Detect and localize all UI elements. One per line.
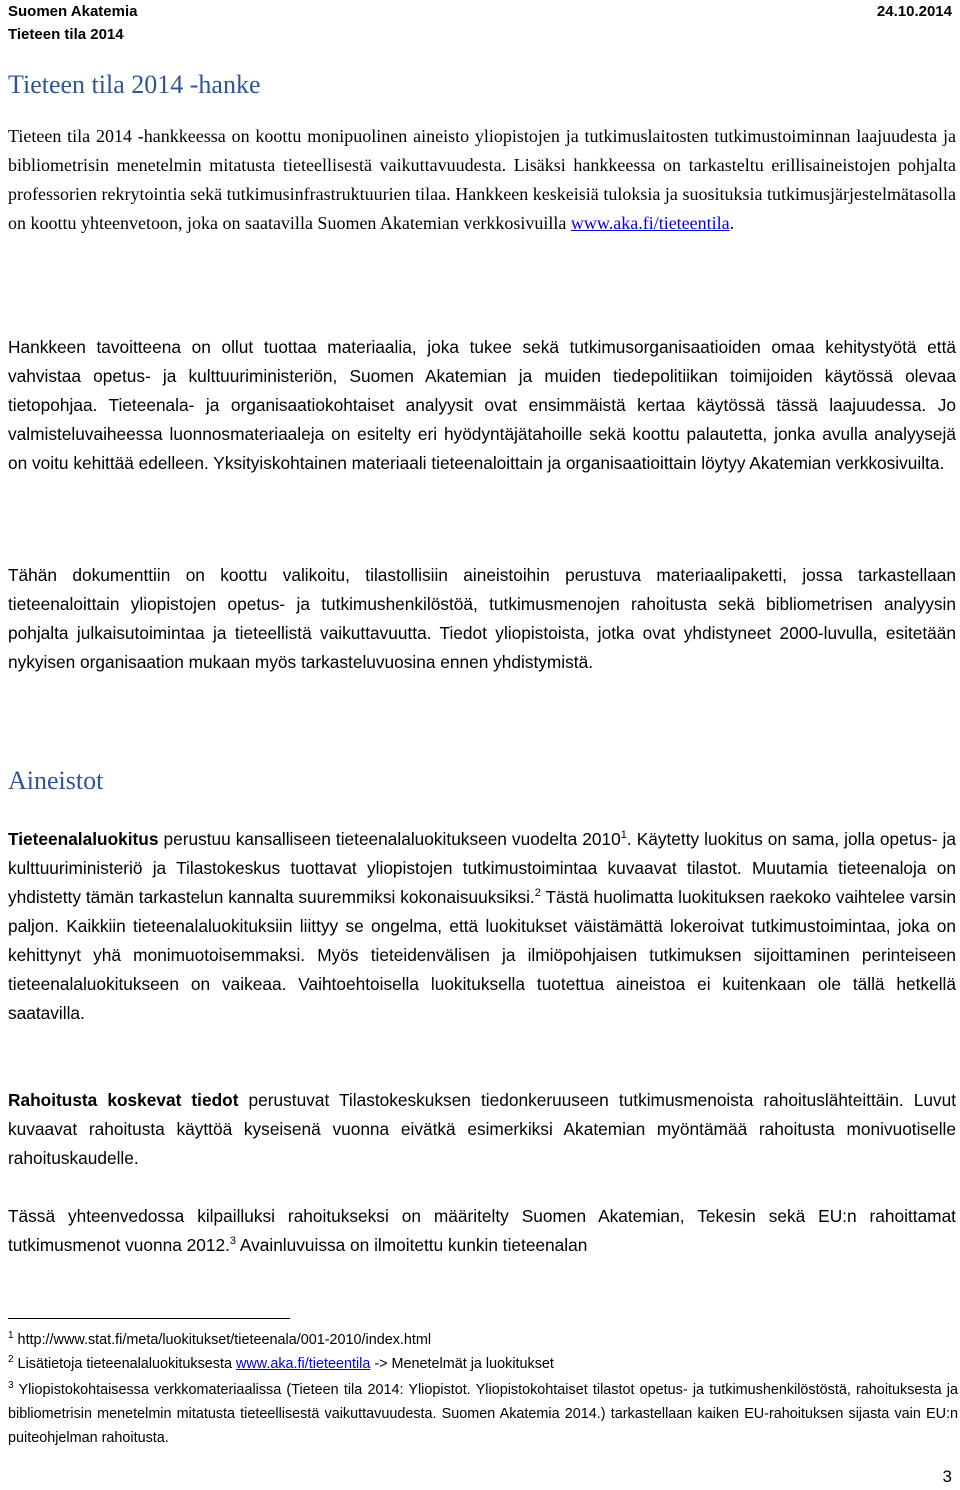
paragraph-competitive: Tässä yhteenvedossa kilpailluksi rahoitukseksi on määritelty Suomen Akatemian, Tekesin sekä EU:n rahoittamat tutkimusmenot vuonna 2012.$^3$ Avainluvuissa on ilmoitettu kunkin tieteenalan bbox=[8, 1206, 956, 1255]
header-report: Tieteen tila 2014 bbox=[8, 26, 124, 43]
footnote-3: $^3$ Yliopistokohtaisessa verkkomateriaalissa (Tieteen tila 2014: Yliopistot. Yliopistokohtaiset tilastot opetus- ja tutkimushenkilöstöstä, rahoituksesta ja bibliometrisin menetelmin mitatusta tieteellisestä vaikuttavuudesta. Suomen Akatemia 2014.) tarkastellaan kaiken EU-rahoituksen sijasta vain EU:n puiteohjelman rahoitusta. bbox=[8, 1380, 958, 1446]
footnote-2: $^2$ Lisätietoja tieteenalaluokituksesta www.aka.fi/tieteentila -> Menetelmät ja luokitukset bbox=[8, 1354, 554, 1372]
paragraph-funding: Rahoitusta koskevat tiedot perustuvat Tilastokeskuksen tiedonkeruuseen tutkimusmenoista rahoituslähteittäin. Luvut kuvaavat rahoitusta käyttöä kyseisenä vuonna eivätkä esimerkiksi Akatemian myöntämää rahoitusta monivuotiselle rahoituskaudelle. bbox=[8, 1090, 957, 1168]
section-title-aineistot: Aineistot bbox=[8, 766, 104, 795]
footnote-1: $^1$ http://www.stat.fi/meta/luokitukset/tieteenala/001-2010/index.html bbox=[8, 1330, 432, 1348]
header-date: 24.10.2014 bbox=[876, 3, 952, 20]
section-title-hanke: Tieteen tila 2014 -hanke bbox=[8, 70, 261, 99]
footnote-aka-link[interactable]: www.aka.fi/tieteentila bbox=[235, 1356, 371, 1372]
paragraph-classification: Tieteenalaluokitus perustuu kansalliseen tieteenalaluokitukseen vuodelta 2010$^1$. Käytetty luokitus on sama, jolla opetus- ja kulttuuriministeriö ja Tilastokeskus tuottavat yliopistojen tutkimustoimintaa kuvaavat tilastot. Muutamia tieteenaloja on yhdistetty tämän tarkastelun kannalta suuremmiksi kokonaisuuksiksi.$^2$ Tästä huolimatta luokituksen raekoko vaihtelee varsin paljon. Kaikkiin tieteenalaluokituksiin liittyy se ongelma, että luokitukset väistämättä lokeroivat tutkimustoimintaa, joka on kehittynyt yhä monimuotoisemmaksi. Myös tieteidenvälisen ja ilmiöpohjaisen tutkimuksen sijoittaminen perinteiseen tieteenalaluokitukseen on vaikeaa. Vaihtoehtoisella luokituksella tuotettua aineistoa ei kuitenkaan ole tällä hetkellä saatavilla. bbox=[8, 829, 956, 1023]
footnote-ref-2[interactable]: 2 bbox=[534, 887, 541, 900]
footnote-ref-1[interactable]: 1 bbox=[620, 829, 627, 842]
paragraph-document: Tähän dokumenttiin on koottu valikoitu, tilastollisiin aineistoihin perustuva materiaalipaketti, jossa tarkastellaan tieteenaloittain yliopistojen opetus- ja tutkimushenkilöstöä, tutkimusmenojen rahoitusta sekä bibliometrisen analyysin pohjalta julkaisutoimintaa ja tieteellistä vaikuttavuutta. Tiedot yliopistoista, jotka ovat yhdistyneet 2000-luvulla, esitetään nykyisen organisaation mukaan myös tarkasteluvuosina ennen yhdistymistä. bbox=[8, 565, 956, 672]
paragraph-intro: Tieteen tila 2014 -hankkeessa on koottu monipuolinen aineisto yliopistojen ja tutkimuslaitosten tutkimustoiminnan laajuudesta ja bibliometrisin menetelmin mitatusta tieteellisestä vaikuttavuudesta. Lisäksi hankkeessa on tarkasteltu erillisaineistojen pohjalta professorien rekrytointia sekä tutkimusinfrastruktuurien tilaa. Hankkeen keskeisiä tuloksia ja suosituksia tutkimusjärjestelmätasolla on koottu yhteenvetoon, joka on saatavilla Suomen Akatemian verkkosivuilla www.aka.fi/tieteentila. bbox=[8, 126, 956, 233]
footnote-divider bbox=[8, 1318, 290, 1319]
page-number: 3 bbox=[942, 1467, 952, 1486]
footnote-ref-3[interactable]: 3 bbox=[229, 1235, 237, 1248]
paragraph-goals: Hankkeen tavoitteena on ollut tuottaa materiaalia, joka tukee sekä tutkimusorganisaatioiden omaa kehitystyötä että vahvistaa opetus- ja kulttuuriministeriön, Suomen Akatemian ja muiden tiedepolitiikan toimijoiden käytössä olevaa tietopohjaa. Tieteenala- ja organisaatiokohtaiset analyysit ovat ensimmäistä kertaa käytössä tässä laajuudessa. Jo valmisteluvaiheessa luonnosmateriaaleja on esitelty eri hyödyntäjätahoille sekä koottu palautetta, jonka avulla analyysejä on voitu kehittää edelleen. Yksityiskohtainen materiaali tieteenaloittain ja organisaatioittain löytyy Akatemian verkkosivuilta. bbox=[8, 337, 956, 473]
aka-link[interactable]: www.aka.fi/tieteentila bbox=[570, 213, 730, 233]
header-org: Suomen Akatemia bbox=[8, 3, 138, 20]
